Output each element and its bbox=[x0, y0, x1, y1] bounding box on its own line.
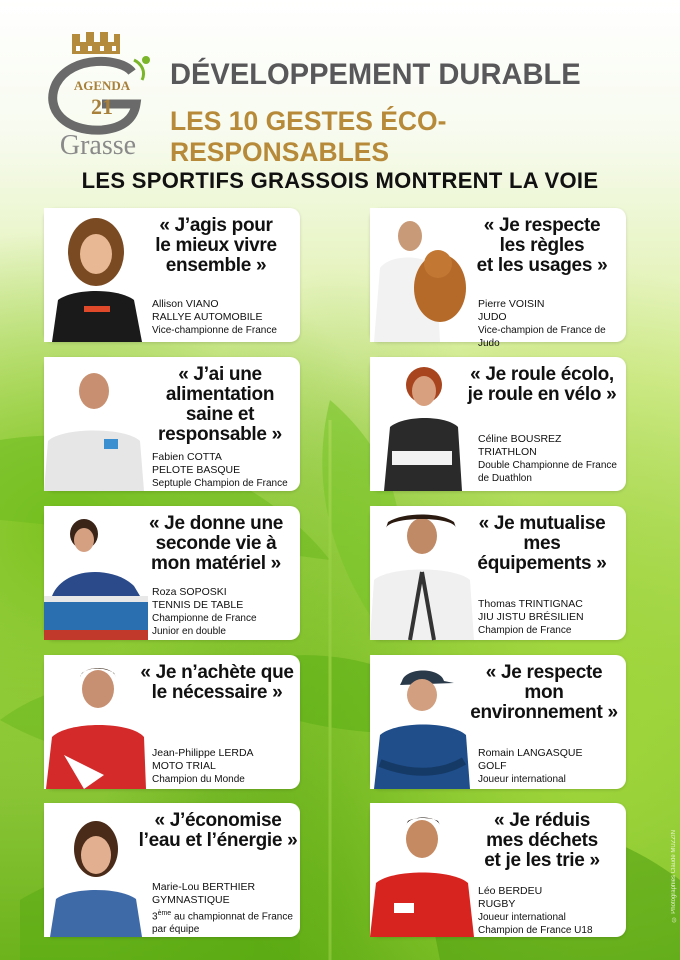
photo-credit: © Photographies Claude MUZZIN bbox=[671, 830, 677, 922]
athlete-quote: « Je respecte mon environnement » bbox=[470, 662, 618, 723]
athlete-achievement: Vice-championne de France bbox=[152, 325, 277, 336]
athlete-info bbox=[152, 298, 298, 337]
athlete-card bbox=[44, 357, 300, 491]
athlete-sport: GOLF bbox=[478, 760, 507, 772]
athlete-achievement: 3ème au championnat de France bbox=[152, 910, 293, 923]
athlete-photo bbox=[370, 655, 474, 789]
athlete-card bbox=[370, 655, 626, 789]
athlete-achievement: Joueur international bbox=[478, 912, 566, 923]
athlete-photo bbox=[370, 357, 474, 491]
athlete-achievement: Champion du Monde bbox=[152, 774, 245, 785]
athlete-photo bbox=[370, 208, 474, 342]
athlete-info bbox=[478, 598, 624, 637]
athlete-card bbox=[370, 506, 626, 640]
athlete-achievement: Septuple Champion de France bbox=[152, 478, 288, 489]
athlete-achievement: Championne de France bbox=[152, 613, 257, 624]
athlete-info bbox=[152, 747, 298, 786]
athlete-quote: « J’ai une alimentation saine et responsable » bbox=[158, 364, 282, 445]
athlete-quote: « Je réduis mes déchets et je les trie » bbox=[484, 810, 600, 871]
athlete-card bbox=[370, 208, 626, 349]
athlete-photo bbox=[44, 208, 148, 342]
agenda21-grasse-logo bbox=[38, 30, 158, 160]
page-subtitle: LES 10 GESTES ÉCO-RESPONSABLES bbox=[170, 106, 447, 167]
athlete-sport: JIU JISTU BRÉSILIEN bbox=[478, 611, 584, 623]
logo-number-text: 21 bbox=[91, 94, 113, 119]
athlete-info bbox=[152, 881, 298, 936]
athlete-name: Allison VIANO bbox=[152, 298, 219, 310]
athlete-achievement: Champion de France U18 bbox=[478, 925, 593, 936]
athlete-card bbox=[370, 803, 626, 937]
athlete-achievement: Junior en double bbox=[152, 626, 226, 637]
athlete-photo bbox=[44, 506, 148, 640]
athlete-achievement: Champion de France bbox=[478, 625, 572, 636]
athlete-sport: TRIATHLON bbox=[478, 446, 537, 458]
athlete-sport: RALLYE AUTOMOBILE bbox=[152, 311, 263, 323]
athlete-info bbox=[478, 298, 624, 350]
athlete-sport: PELOTE BASQUE bbox=[152, 464, 241, 476]
athlete-sport: MOTO TRIAL bbox=[152, 760, 216, 772]
athlete-quote: « J’agis pour le mieux vivre ensemble » bbox=[155, 215, 277, 276]
athlete-quote: « Je mutualise mes équipements » bbox=[477, 513, 607, 574]
athlete-photo bbox=[370, 506, 474, 640]
athlete-quote: « Je roule écolo, je roule en vélo » bbox=[467, 364, 617, 405]
logo-city-text: Grasse bbox=[59, 130, 137, 161]
athlete-card bbox=[370, 357, 626, 491]
athlete-name: Marie-Lou BERTHIER bbox=[152, 881, 256, 893]
athlete-photo bbox=[44, 655, 148, 789]
athlete-quote: « Je n’achète que le nécessaire » bbox=[140, 662, 294, 703]
athlete-name: Romain LANGASQUE bbox=[478, 747, 583, 759]
athlete-achievement: de Duathlon bbox=[478, 473, 532, 484]
athlete-info bbox=[478, 747, 624, 786]
athlete-achievement: Joueur international bbox=[478, 774, 566, 785]
athlete-sport: TENNIS DE TABLE bbox=[152, 599, 244, 611]
athlete-card bbox=[44, 803, 300, 937]
athlete-quote: « J’économise l’eau et l’énergie » bbox=[138, 810, 298, 851]
athlete-sport: RUGBY bbox=[478, 898, 516, 910]
athlete-name: Jean-Philippe LERDA bbox=[152, 747, 254, 759]
athlete-info bbox=[478, 433, 624, 485]
athlete-info bbox=[152, 451, 298, 490]
athlete-photo bbox=[370, 803, 474, 937]
page-title: DÉVELOPPEMENT DURABLE bbox=[170, 58, 581, 91]
athlete-name: Léo BERDEU bbox=[478, 885, 543, 897]
athlete-card bbox=[44, 208, 300, 342]
athlete-name: Fabien COTTA bbox=[152, 451, 222, 463]
athlete-quote: « Je respecte les règles et les usages » bbox=[476, 215, 608, 276]
athlete-achievement: Vice-champion de France de Judo bbox=[478, 325, 606, 349]
page-tagline: LES SPORTIFS GRASSOIS MONTRENT LA VOIE bbox=[81, 168, 599, 193]
logo-agenda-text: AGENDA bbox=[73, 78, 131, 93]
athlete-photo bbox=[44, 803, 148, 937]
athlete-photo bbox=[44, 357, 148, 491]
athlete-sport: JUDO bbox=[478, 311, 507, 323]
athlete-name: Roza SOPOSKI bbox=[152, 586, 227, 598]
crown-icon bbox=[66, 30, 126, 56]
athlete-quote: « Je donne une seconde vie à mon matériel » bbox=[148, 513, 284, 574]
athlete-name: Céline BOUSREZ bbox=[478, 433, 562, 445]
athlete-sport: GYMNASTIQUE bbox=[152, 894, 230, 906]
athlete-card bbox=[44, 655, 300, 789]
athlete-card bbox=[44, 506, 300, 640]
athlete-achievement: par équipe bbox=[152, 924, 200, 936]
athlete-name: Pierre VOISIN bbox=[478, 298, 545, 310]
athlete-info bbox=[152, 586, 298, 638]
athlete-name: Thomas TRINTIGNAC bbox=[478, 598, 583, 610]
athlete-achievement: Double Championne de France bbox=[478, 460, 617, 471]
athlete-info bbox=[478, 885, 624, 937]
